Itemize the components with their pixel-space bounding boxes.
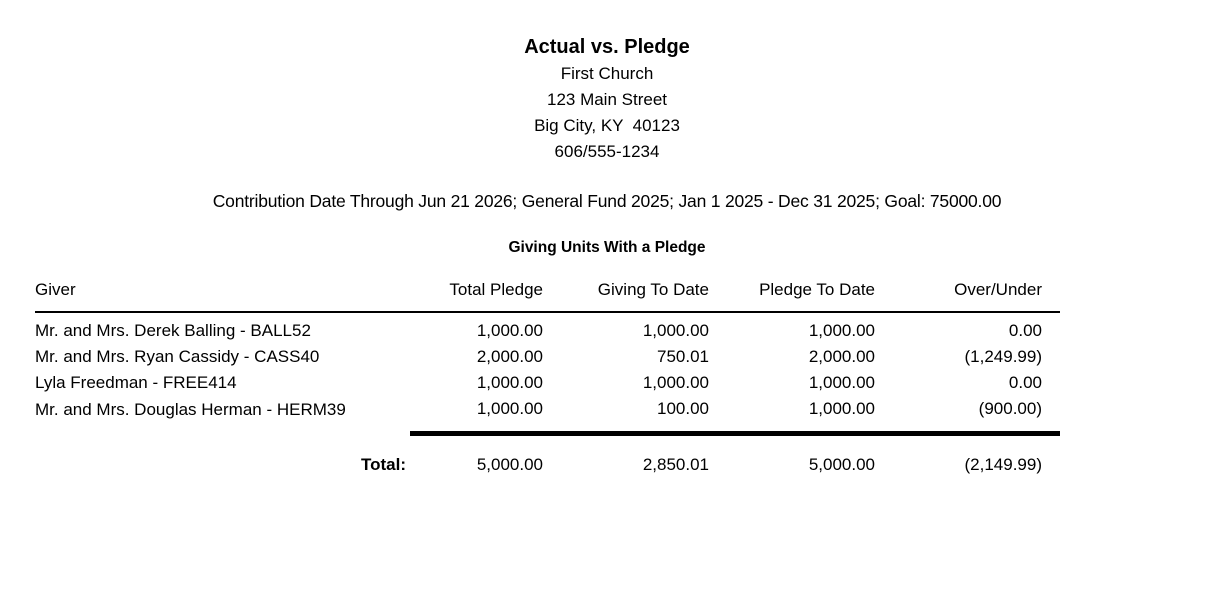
total-label: Total: bbox=[360, 455, 406, 474]
section-title: Giving Units With a Pledge bbox=[508, 239, 706, 256]
over-under-value: 0.00 bbox=[1008, 321, 1042, 340]
over-under-value: 0.00 bbox=[1008, 373, 1042, 392]
org-name: First Church bbox=[560, 64, 654, 83]
table-row bbox=[35, 344, 1060, 370]
total-giving-to-date: 2,850.01 bbox=[642, 455, 709, 474]
report-header bbox=[0, 0, 1214, 165]
over-under-value: (1,249.99) bbox=[964, 347, 1042, 366]
pledge-table bbox=[35, 277, 1060, 478]
giver-name: Mr. and Mrs. Derek Balling - BALL52 bbox=[35, 321, 311, 340]
column-header-pledge-to-date: Pledge To Date bbox=[709, 277, 875, 312]
table-row bbox=[35, 396, 1060, 434]
giving-to-date-value: 1,000.00 bbox=[642, 321, 709, 340]
org-phone: 606/555-1234 bbox=[554, 142, 660, 161]
giving-to-date-value: 1,000.00 bbox=[642, 373, 709, 392]
report-criteria: Contribution Date Through Jun 21 2026; General Fund 2025; Jan 1 2025 - Dec 31 2025; Goal: 75000.00 bbox=[212, 191, 1002, 211]
report-title: Actual vs. Pledge bbox=[524, 36, 690, 58]
giving-to-date-value: 750.01 bbox=[657, 347, 709, 366]
total-pledge-value: 1,000.00 bbox=[476, 321, 543, 340]
over-under-value: (900.00) bbox=[978, 399, 1042, 418]
total-total-pledge: 5,000.00 bbox=[476, 455, 543, 474]
giver-name: Mr. and Mrs. Douglas Herman - HERM39 bbox=[35, 400, 346, 420]
column-header-giver: Giver bbox=[35, 277, 410, 312]
column-header-giving-to-date: Giving To Date bbox=[543, 277, 709, 312]
giving-to-date-value: 100.00 bbox=[657, 399, 709, 418]
total-pledge-to-date: 5,000.00 bbox=[808, 455, 875, 474]
total-row bbox=[35, 436, 1060, 478]
pledge-to-date-value: 1,000.00 bbox=[808, 373, 875, 392]
pledge-to-date-value: 1,000.00 bbox=[808, 321, 875, 340]
pledge-to-date-value: 1,000.00 bbox=[808, 399, 875, 418]
total-over-under: (2,149.99) bbox=[964, 455, 1042, 474]
total-pledge-value: 1,000.00 bbox=[476, 399, 543, 418]
table-row bbox=[35, 370, 1060, 396]
pledge-to-date-value: 2,000.00 bbox=[808, 347, 875, 366]
total-pledge-value: 2,000.00 bbox=[476, 347, 543, 366]
org-address: 123 Main Street bbox=[546, 90, 667, 109]
total-pledge-value: 1,000.00 bbox=[476, 373, 543, 392]
org-city-state-zip: Big City, KY 40123 bbox=[534, 116, 680, 135]
giver-name: Mr. and Mrs. Ryan Cassidy - CASS40 bbox=[35, 347, 320, 366]
giver-name: Lyla Freedman - FREE414 bbox=[35, 373, 237, 392]
column-header-over-under: Over/Under bbox=[875, 277, 1060, 312]
table-row bbox=[35, 312, 1060, 344]
table-header-row bbox=[35, 277, 1060, 312]
column-header-total-pledge: Total Pledge bbox=[410, 277, 543, 312]
